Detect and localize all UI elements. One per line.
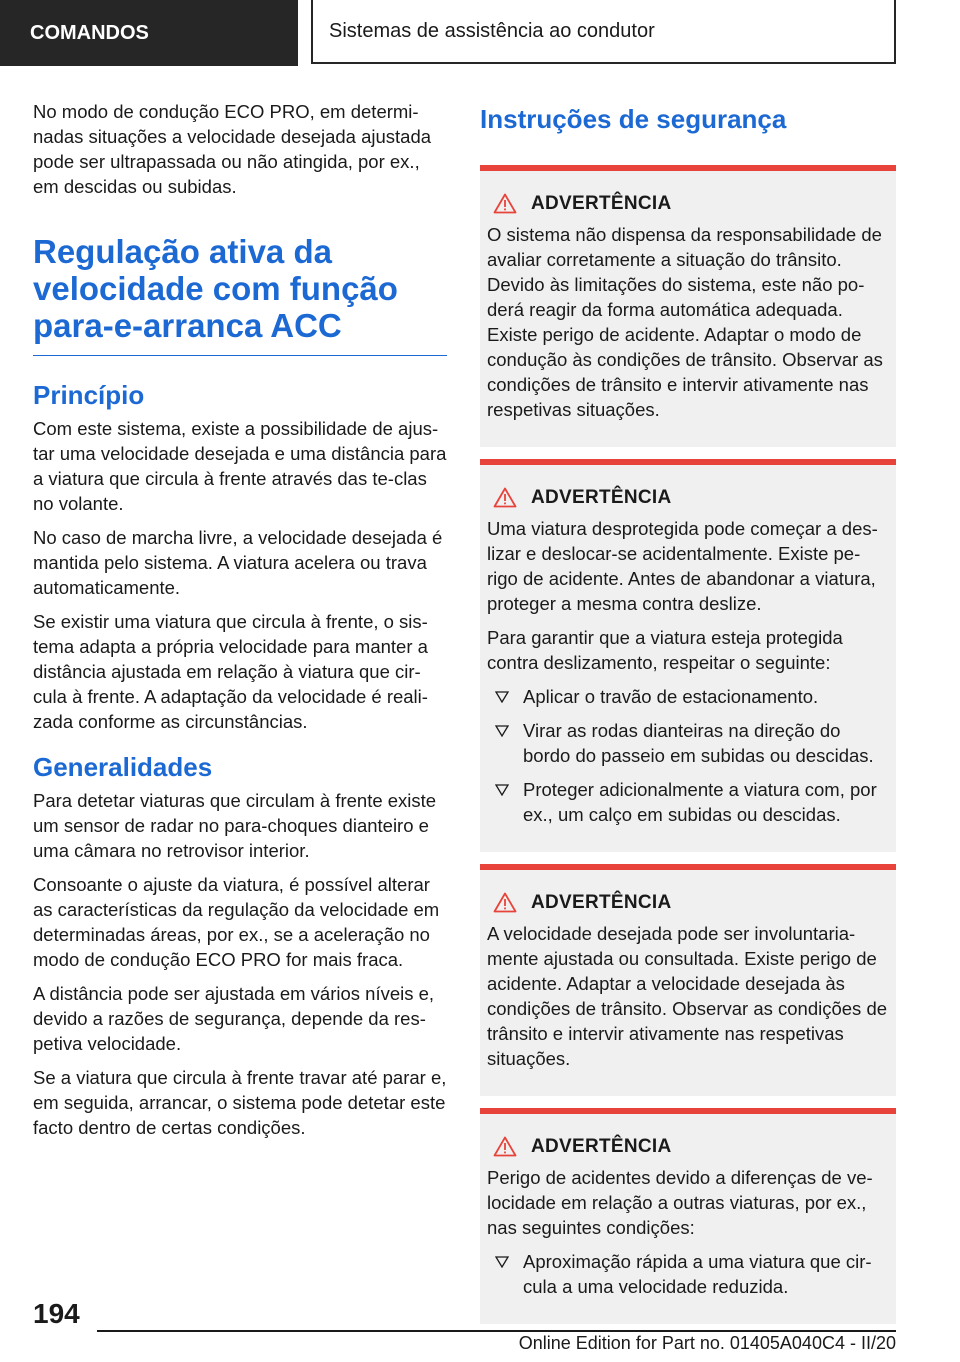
warning-text: O sistema não dispensa da responsabilidade de avaliar corretamente a situação do trânsito. Devido às limitações do sistema, este não po-derá reagir da forma automática adequada. Existe perigo de acidente. Adaptar o modo de condução às condições de trânsito. Observar as condições de trânsito e intervir ativamente nas respetivas situações. [487,224,883,420]
warning-title [487,485,888,510]
bullet-text: Aproximação rápida a uma viatura que cir-cula a uma velocidade reduzida. [523,1251,872,1297]
warning-text: Perigo de acidentes devido a diferenças de ve-locidade em relação a outras viaturas, por ex., nas seguintes condições: [487,1167,873,1238]
warning-box [480,864,896,1096]
warning-label: ADVERTÊNCIA [531,487,672,508]
warning-label: ADVERTÊNCIA [531,1136,672,1157]
general-paragraph: Se a viatura que circula à frente travar até parar e, em seguida, arrancar, o sistema pode detetar este facto dentro de certas condições. [33,1067,447,1138]
principle-heading: Princípio [33,380,145,410]
bullet-triangle-icon [495,691,509,703]
warning-title [487,890,888,915]
warning-box [480,459,896,852]
list-item [487,684,888,709]
warning-title [487,1134,888,1159]
principle-paragraph: Com este sistema, existe a possibilidade de ajus-tar uma velocidade desejada e uma distância para a viatura que circula à frente através das te-clas no volante. [33,418,447,514]
safety-heading: Instruções de segurança [480,104,787,134]
section-tab: Sistemas de assistência ao condutor [311,0,896,64]
edition-note: Online Edition for Part no. 01405A040C4 - II/20 [518,1333,896,1353]
bullet-text: Aplicar o travão de estacionamento. [523,686,819,707]
page-number: 194 [33,1298,80,1329]
warning-text: A velocidade desejada pode ser involuntaria-mente ajustada ou consultada. Existe perigo de acidente. Adaptar a velocidade desejada às condições de trânsito. Observar as condições de trânsito e intervir ativamente nas respetivas situações. [487,923,888,1069]
warning-box [480,1108,896,1324]
warning-box [480,165,896,447]
bullet-triangle-icon [495,725,509,737]
warning-title [487,191,888,216]
left-column [33,99,447,1149]
warning-triangle-icon [493,892,517,913]
general-paragraph: Para detetar viaturas que circulam à frente existe um sensor de radar no para-choques dianteiro e uma câmara no retrovisor interior. [33,790,437,861]
bullet-list [487,1249,888,1299]
warning-triangle-icon [493,487,517,508]
warning-triangle-icon [493,193,517,214]
warning-label: ADVERTÊNCIA [531,193,672,214]
list-item [487,777,888,827]
right-column [480,99,896,1336]
warning-text: Uma viatura desprotegida pode começar a des-lizar e deslocar-se acidentalmente. Existe pe-rigo de acidente. Antes de abandonar a viatura, proteger a mesma contra deslize. [487,518,878,614]
chapter-title: Regulação ativa da velocidade com função para-e-arranca ACC [33,233,447,356]
bullet-triangle-icon [495,784,509,796]
general-heading: Generalidades [33,752,213,782]
bullet-list [487,684,888,827]
list-item [487,718,888,768]
general-paragraph: Consoante o ajuste da viatura, é possível alterar as características da regulação da velocidade em determinadas áreas, por ex., se a aceleração no modo de condução ECO PRO for mais fraca. [33,874,440,970]
page-header [0,0,960,66]
bullet-text: Virar as rodas dianteiras na direção do bordo do passeio em subidas ou descidas. [523,720,874,766]
chapter-tab: COMANDOS [0,0,298,66]
principle-paragraph: No caso de marcha livre, a velocidade desejada é mantida pelo sistema. A viatura acelera ou trava automaticamente. [33,527,443,598]
general-paragraph: A distância pode ser ajustada em vários níveis e, devido a razões de segurança, depende da res-petiva velocidade. [33,983,435,1054]
bullet-text: Proteger adicionalmente a viatura com, por ex., um calço em subidas ou descidas. [523,779,877,825]
principle-paragraph: Se existir uma viatura que circula à frente, o sis-tema adapta a própria velocidade para manter a distância ajustada em relação à viatura que cir-cula à frente. A adaptação da velocidade é reali-zada conforme as circunstâncias. [33,611,428,732]
intro-paragraph: No modo de condução ECO PRO, em determi-nadas situações a velocidade desejada ajustada pode ser ultrapassada ou não atingida, por ex., em descidas ou subidas. [33,101,432,197]
warning-text: Para garantir que a viatura esteja protegida contra deslizamento, respeitar o seguinte: [487,627,843,673]
list-item [487,1249,888,1299]
footer-divider [97,1330,896,1332]
warning-triangle-icon [493,1136,517,1157]
bullet-triangle-icon [495,1256,509,1268]
warning-label: ADVERTÊNCIA [531,892,672,913]
